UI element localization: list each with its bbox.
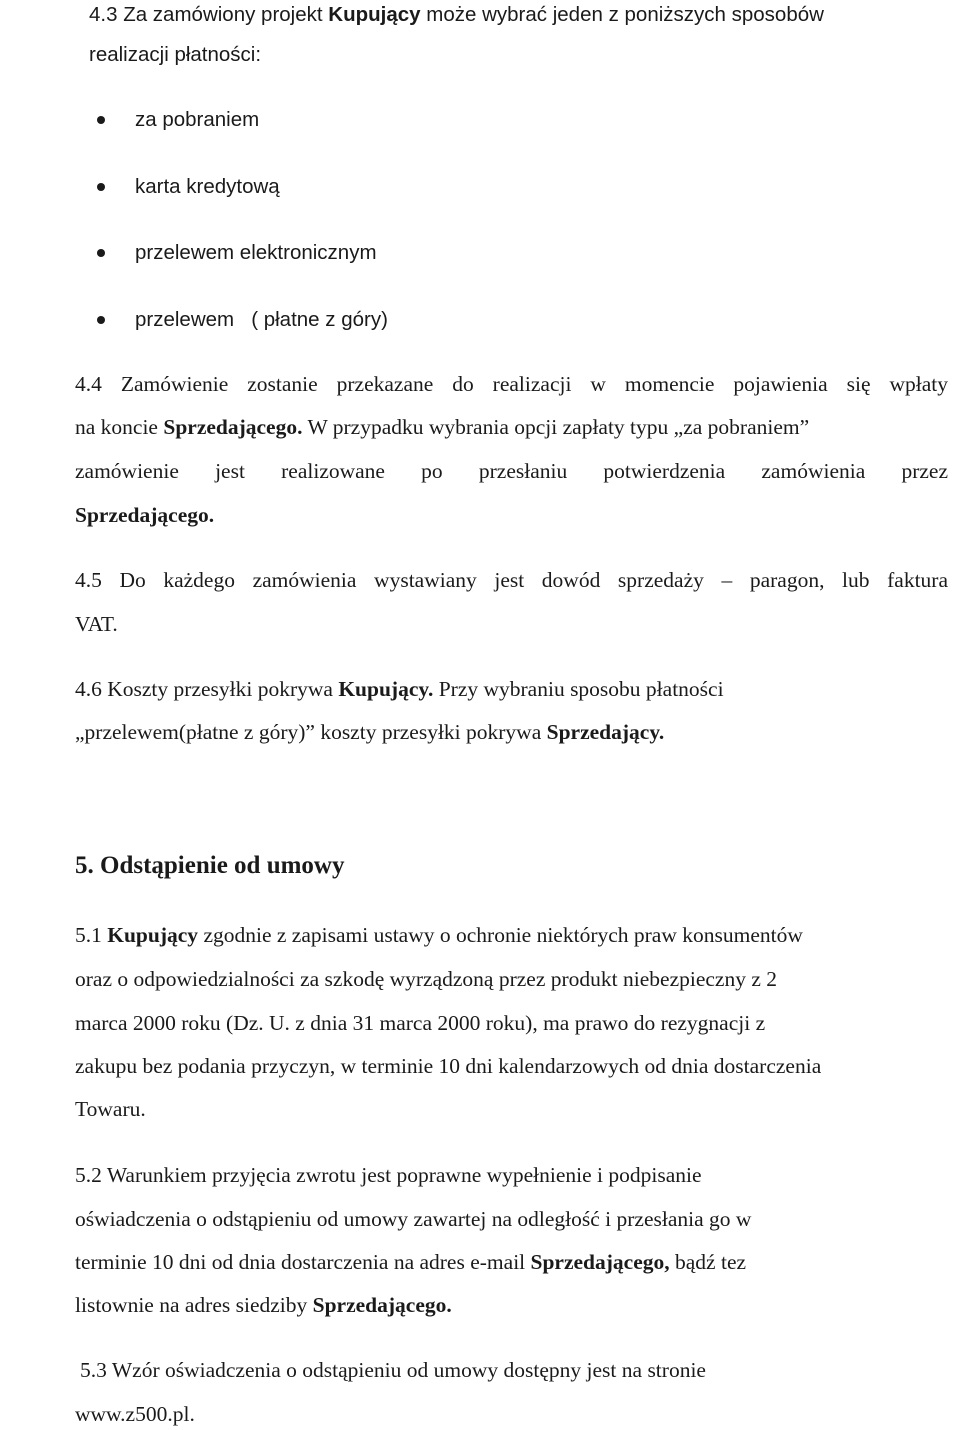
payment-method-item: przelewem ( płatne z góry)	[135, 308, 388, 331]
seller-website-link[interactable]: www.z500.pl.	[75, 1402, 195, 1426]
para-5-2-line-4: listownie na adres siedziby Sprzedającego.	[75, 1293, 452, 1317]
para-4-5-line-2: VAT.	[75, 612, 118, 636]
para-4-6-line-1: 4.6 Koszty przesyłki pokrywa Kupujący. Przy wybraniu sposobu płatności	[75, 677, 724, 701]
para-5-1-line-1: 5.1 Kupujący zgodnie z zapisami ustawy o ochronie niektórych praw konsumentów	[75, 923, 803, 947]
para-5-2-line-3: terminie 10 dni od dnia dostarczenia na adres e-mail Sprzedającego, bądź tez	[75, 1250, 747, 1274]
bullet-icon	[97, 116, 105, 124]
seller-term: Sprzedający.	[546, 720, 665, 744]
section-heading: 5. Odstąpienie od umowy	[75, 852, 345, 879]
buyer-term: Kupujący	[107, 923, 199, 947]
payment-method-item: za pobraniem	[135, 108, 260, 131]
para-4-3-line-1: 4.3 Za zamówiony projekt Kupujący może wybrać jeden z poniższych sposobów	[89, 3, 824, 26]
para-4-4-line-1: 4.4 Zamówienie zostanie przekazane do realizacji w momencie pojawienia się wpłaty	[75, 372, 948, 396]
seller-term: Sprzedającego.	[163, 415, 303, 439]
para-5-2-line-1: 5.2 Warunkiem przyjęcia zwrotu jest poprawne wypełnienie i podpisanie	[75, 1163, 702, 1187]
seller-term: Sprzedającego.	[312, 1293, 452, 1317]
para-4-4-line-4	[75, 505, 214, 527]
buyer-term: Kupujący.	[338, 677, 434, 701]
para-5-3-line-1: 5.3 Wzór oświadczenia o odstąpieniu od umowy dostępny jest na stronie	[80, 1358, 706, 1382]
bullet-icon	[97, 183, 105, 191]
para-5-1-line-4: zakupu bez podania przyczyn, w terminie 10 dni kalendarzowych od dnia dostarczenia	[75, 1054, 822, 1078]
para-5-1-line-5: Towaru.	[75, 1097, 146, 1121]
seller-term: Sprzedającego.	[75, 503, 215, 527]
payment-method-item: przelewem elektronicznym	[135, 241, 377, 264]
para-4-5-line-1: 4.5 Do każdego zamówienia wystawiany jest dowód sprzedaży – paragon, lub faktura	[75, 568, 948, 592]
payment-method-item: karta kredytową	[135, 175, 280, 198]
para-5-1-line-2: oraz o odpowiedzialności za szkodę wyrządzoną przez produkt niebezpieczny z 2	[75, 967, 778, 991]
para-4-4-line-3: zamówienie jest realizowane po przesłaniu potwierdzenia zamówienia przez	[75, 459, 948, 483]
para-5-2-line-2: oświadczenia o odstąpieniu od umowy zawartej na odległość i przesłania go w	[75, 1207, 752, 1231]
para-5-1-line-3: marca 2000 roku (Dz. U. z dnia 31 marca 2000 roku), ma prawo do rezygnacji z	[75, 1011, 766, 1035]
buyer-term: Kupujący	[328, 3, 421, 26]
para-4-3-line-2: realizacji płatności:	[89, 43, 262, 66]
seller-term: Sprzedającego,	[530, 1250, 670, 1274]
para-4-6-line-2: „przelewem(płatne z góry)” koszty przesyłki pokrywa Sprzedający.	[75, 720, 665, 744]
para-4-4-line-2: na koncie Sprzedającego. W przypadku wybrania opcji zapłaty typu „za pobraniem”	[75, 415, 810, 439]
bullet-icon	[97, 249, 105, 257]
bullet-icon	[97, 316, 105, 324]
